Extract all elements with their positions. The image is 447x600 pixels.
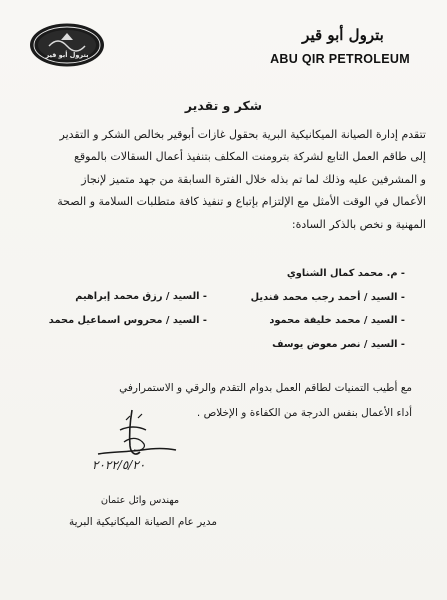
list-item: - السيد / رزق محمد إبراهيم — [75, 291, 207, 302]
company-logo — [28, 22, 106, 68]
document-title: شكر و تقدير — [184, 98, 263, 113]
handwritten-signature — [80, 408, 190, 488]
brand-english: ABU QIR PETROLEUM — [270, 52, 410, 66]
body-paragraph — [22, 124, 426, 236]
paragraph-line: الأعمال في الوقت الأمثل مع الإلتزام بإتباع و تنفيذ كافة متطلبات السلامة و الصحة — [57, 195, 426, 209]
list-item: - السيد / أحمد رجب محمد قنديل — [250, 291, 405, 303]
list-item: - السيد / محمد خليفة محمود — [269, 315, 405, 326]
list-item: - م. محمد كمال الشناوي — [286, 268, 405, 279]
closing-line: أداء الأعمال بنفس الدرجة من الكفاءة و الإخلاص . — [196, 407, 412, 419]
logo-text: بترول أبو قير — [45, 51, 89, 59]
paragraph-line: المهنية و نخص بالذكر السادة: — [291, 217, 426, 231]
names-list-left — [17, 285, 207, 332]
list-item: - السيد / محروس اسماعيل محمد — [48, 314, 207, 326]
signer-title: مدير عام الصيانة الميكانيكية البرية — [69, 516, 217, 528]
signer-name: مهندس وائل عثمان — [100, 495, 180, 506]
names-list-right — [205, 262, 405, 356]
paragraph-line: و المشرفين عليه وذلك لما تم بذله خلال الفترة السابقة من جهد متميز لإنجاز — [81, 172, 426, 186]
paragraph-line: إلى طاقم العمل التابع لشركة بترومنت المكلف بتنفيذ أعمال السقالات بالموقع — [73, 150, 426, 164]
list-item: - السيد / نصر معوض يوسف — [272, 338, 405, 350]
closing-line: مع أطيب التمنيات لطاقم العمل بدوام التقدم والرقي و الاستمرارفي — [119, 382, 412, 394]
signature-date: ٢٠٢٢/٥/٢٠ — [92, 458, 146, 472]
brand-arabic: بترول أبو قير — [302, 26, 384, 44]
paragraph-line: تتقدم إدارة الصيانة الميكانيكية البرية بحقول غازات أبوقير بخالص الشكر و التقدير — [59, 128, 426, 141]
